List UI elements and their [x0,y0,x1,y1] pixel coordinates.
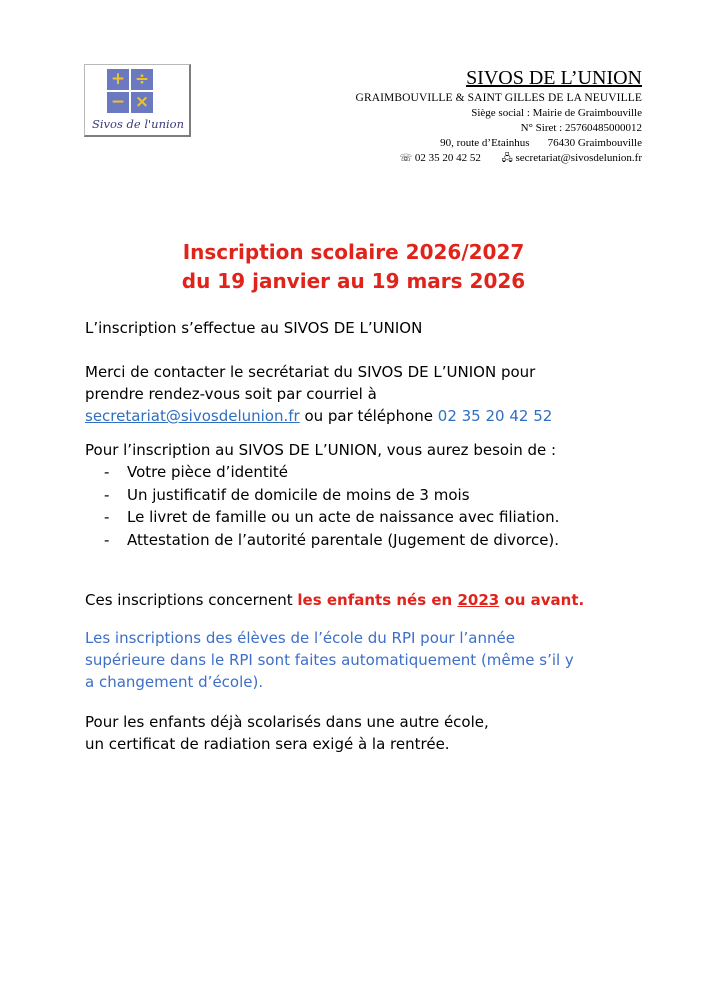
list-item [104,506,559,529]
eligibility-paragraph [85,589,645,611]
header-phone[interactable]: 02 35 20 42 52 [414,152,481,164]
phone-number[interactable]: 02 35 20 42 52 [437,407,553,425]
list-item-text: Le livret de famille ou un acte de naissance avec filiation. [127,508,560,526]
list-dash: - [104,530,110,549]
list-item-text: Attestation de l’autorité parentale (Jugement de divorce). [127,530,560,549]
list-dash: - [104,463,110,481]
rpi-line-1: Les inscriptions des élèves de l’école du RPI pour l’année [85,629,515,647]
contact-row [356,151,642,166]
requirements-list [104,461,559,551]
eligibility-text: Ces inscriptions concernent [85,591,298,609]
requirements-intro: Pour l’inscription au SIVOS DE L’UNION, vous aurez besoin de : [85,441,557,459]
list-item [104,461,559,484]
header-email[interactable]: secretariat@sivosdelunion.fr [515,152,642,164]
communes: GRAIMBOUVILLE & SAINT GILLES DE LA NEUVILLE [355,92,642,104]
logo-divide-icon: ÷ [131,69,153,90]
logo-minus-icon: − [107,92,129,113]
eligibility-highlight-end: ou avant. [499,591,585,609]
page-title: Inscription scolaire 2026/2027 [182,240,525,264]
rpi-line-3: a changement d’école). [85,673,264,691]
logo-text: Sivos de l'union [91,117,185,131]
contact-or-phone-text: ou par téléphone [299,407,438,425]
sivos-logo [84,64,191,137]
logo-math-grid [107,69,153,113]
eligibility-year: 2023 [457,591,500,609]
logo-plus-icon: + [107,69,129,90]
phone-icon: ☏ [399,153,413,164]
transfer-line-2: un certificat de radiation sera exigé à la rentrée. [85,735,450,753]
eligibility-highlight: les enfants nés en [297,591,458,609]
organization-name: SIVOS DE L’UNION [466,67,642,89]
email-link[interactable]: secretariat@sivosdelunion.fr [85,407,300,425]
registration-period: du 19 janvier au 19 mars 2026 [181,269,526,293]
postal-address [356,136,642,151]
contact-line-1: Merci de contacter le secrétariat du SIVOS DE L’UNION pour [85,363,536,381]
list-item-text: Un justificatif de domicile de moins de 3 mois [127,485,470,504]
contact-paragraph [85,361,645,427]
letterhead [356,66,642,166]
list-item [104,529,559,552]
rpi-line-2: supérieure dans le RPI sont faites automatiquement (même s’il y [85,651,574,669]
address-city: 76430 Graimbouville [547,137,642,149]
intro-paragraph: L’inscription s’effectue au SIVOS DE L’UNION [85,319,423,337]
head-office: Siège social : Mairie de Graimbouville [471,107,642,119]
siret-number: N° Siret : 25760485000012 [520,122,642,134]
list-item-text: Votre pièce d’identité [127,463,289,481]
transfer-line-1: Pour les enfants déjà scolarisés dans une autre école, [85,713,489,731]
contact-line-2: prendre rendez-vous soit par courriel à [85,385,377,403]
list-item [104,484,559,507]
transfer-paragraph [85,711,645,755]
address-street: 90, route d’Etainhus [440,137,530,149]
list-dash: - [104,508,110,526]
contact-line-3 [85,405,645,427]
list-dash: - [104,485,110,504]
logo-times-icon: × [131,92,153,113]
rpi-paragraph [85,627,645,693]
network-icon: 🖧 [501,153,513,164]
